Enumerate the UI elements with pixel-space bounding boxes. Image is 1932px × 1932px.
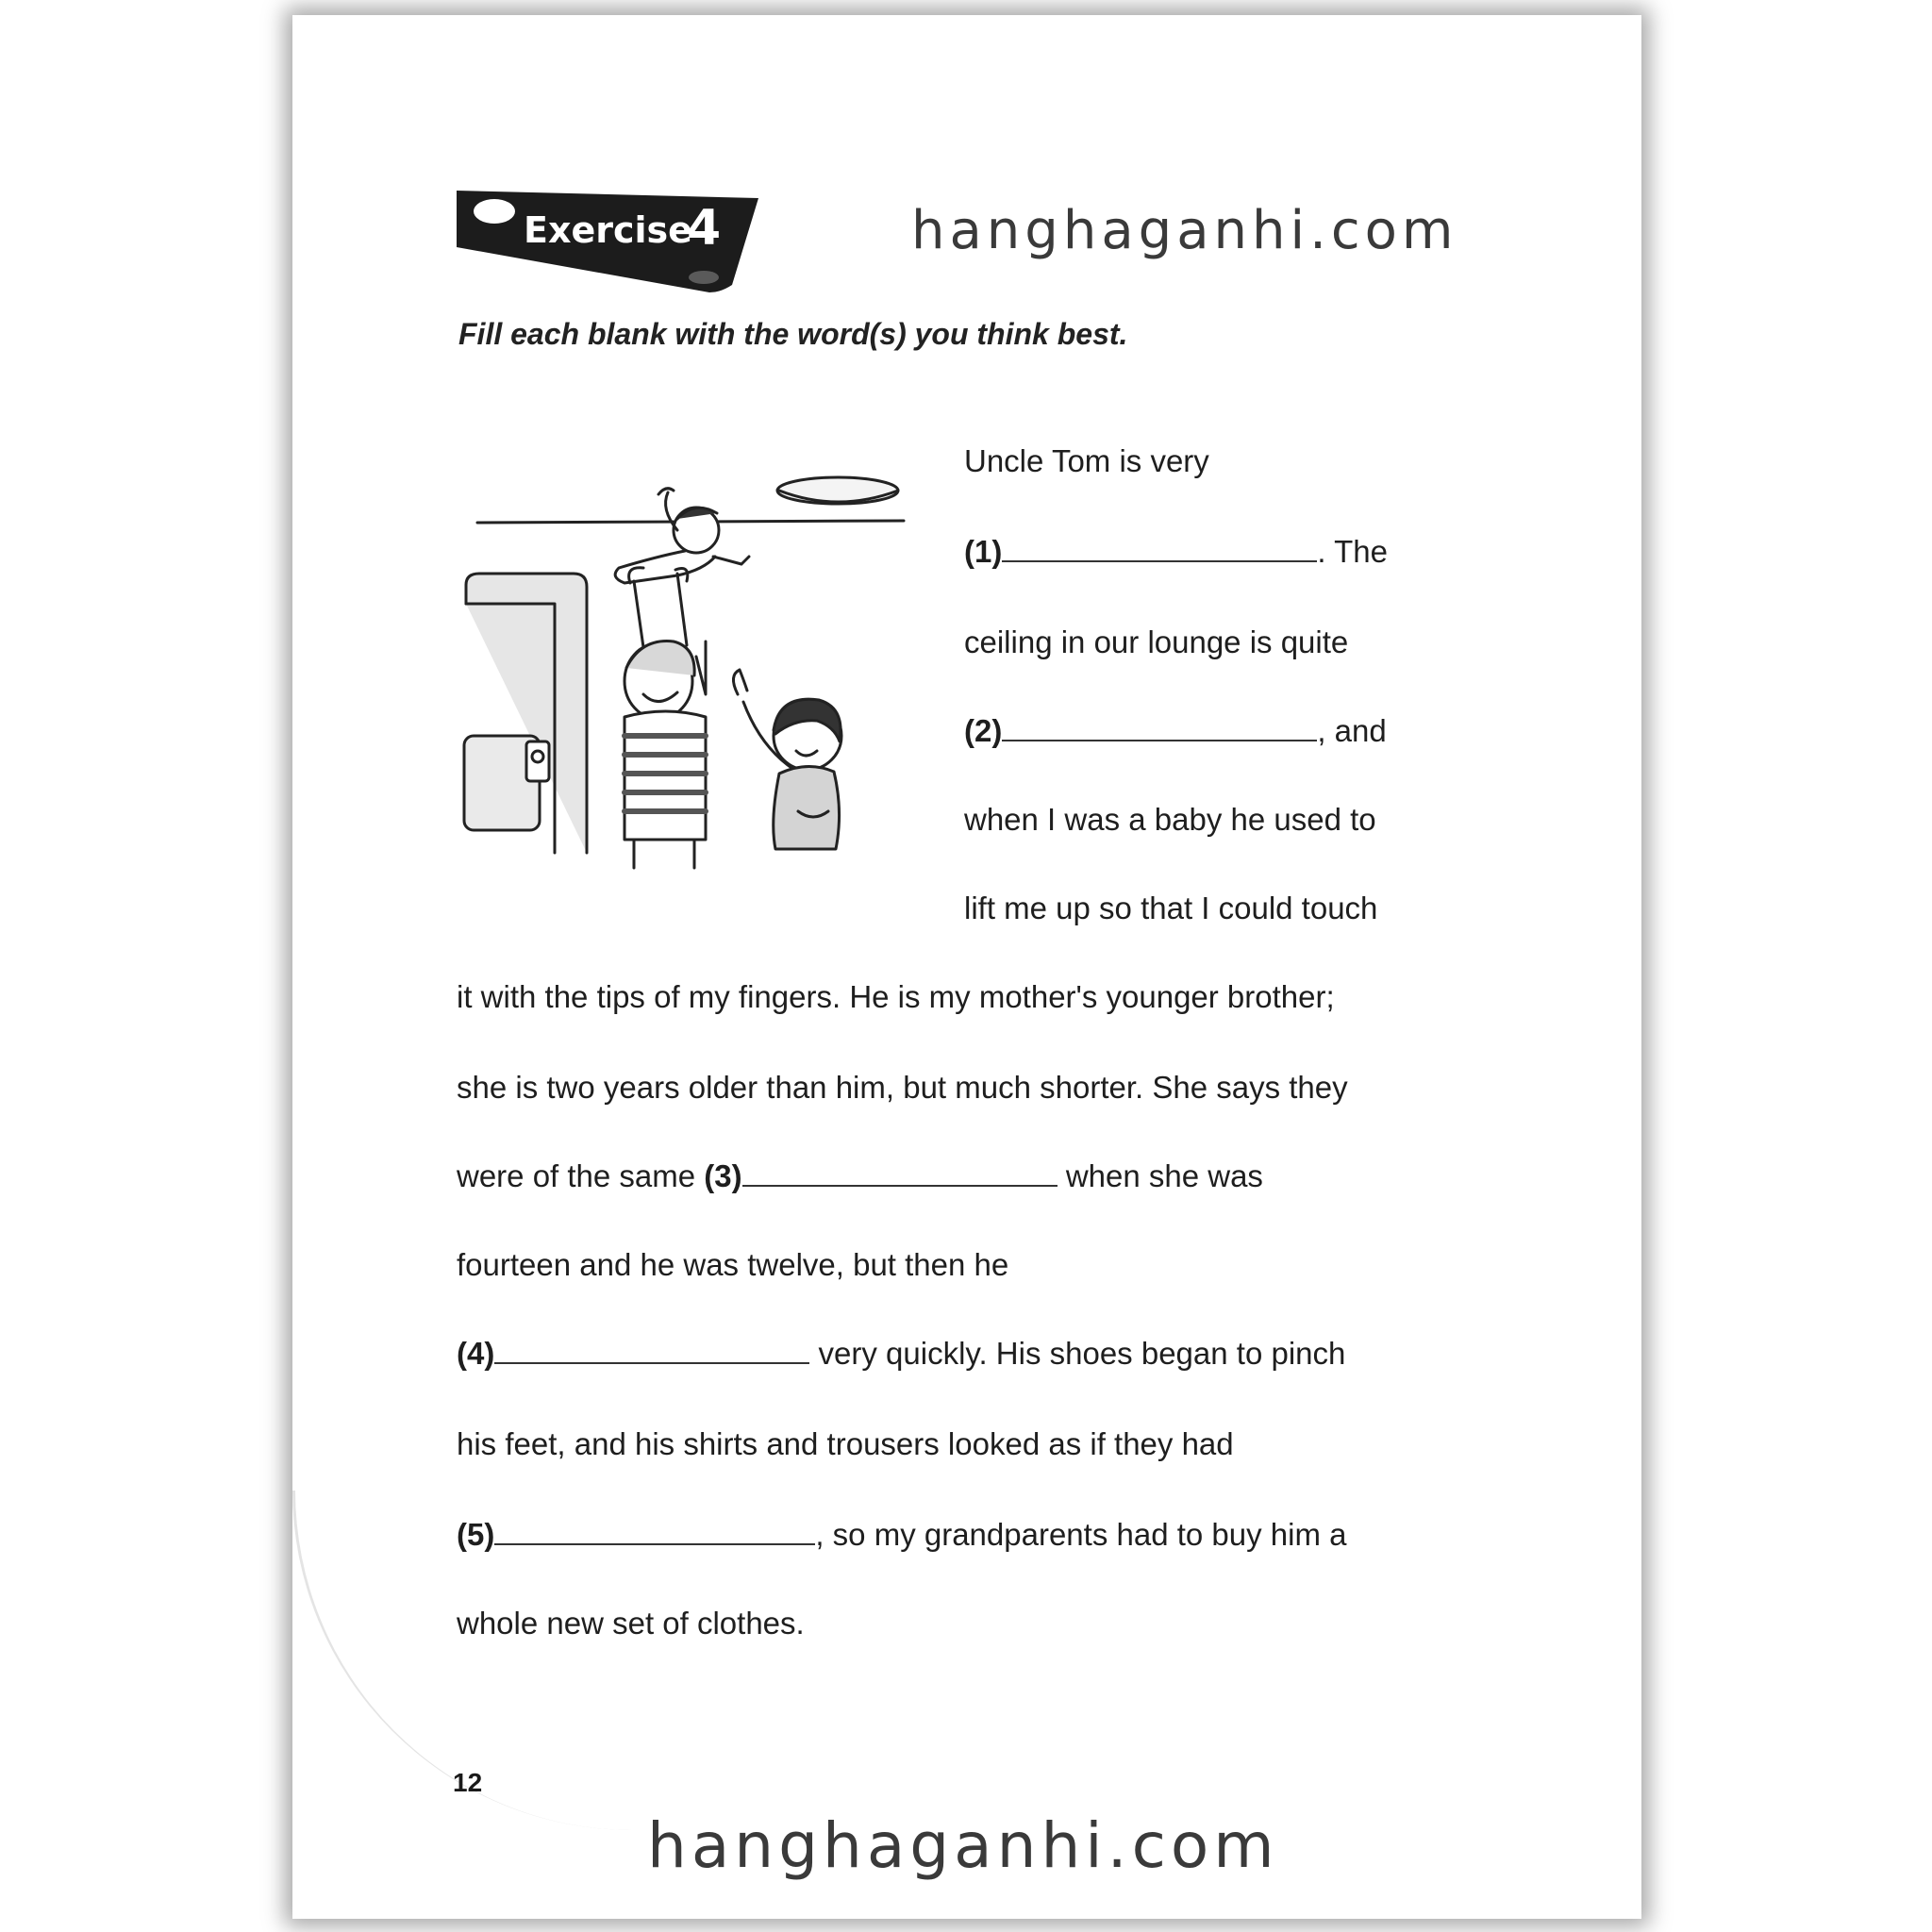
passage-line-8: she is two years older than him, but much shorter. She says they — [457, 1070, 1348, 1105]
watermark-top: hanghaganhi.com — [911, 200, 1458, 261]
exercise-number: 4 — [687, 200, 722, 257]
blank-3-number: (3) — [704, 1158, 742, 1193]
passage-line-13 — [457, 1517, 1347, 1553]
passage-line-4 — [964, 713, 1387, 749]
passage-line-3: ceiling in our lounge is quite — [964, 625, 1349, 659]
passage-line-13-tail: , so my grandparents had to buy him a — [815, 1517, 1347, 1552]
blank-1-number: (1) — [964, 534, 1003, 569]
answer-blank-4[interactable] — [494, 1340, 809, 1364]
passage-line-10: fourteen and he was twelve, but then he — [457, 1247, 1009, 1282]
passage-line-5: when I was a baby he used to — [964, 802, 1376, 837]
passage-line-1: Uncle Tom is very — [964, 443, 1209, 478]
blank-5-number: (5) — [457, 1517, 495, 1552]
passage-line-2 — [964, 534, 1388, 570]
passage-line-6: lift me up so that I could touch — [964, 891, 1378, 925]
page-number: 12 — [453, 1768, 483, 1797]
answer-blank-5[interactable] — [494, 1521, 815, 1545]
passage-line-4-tail: , and — [1317, 713, 1387, 748]
blank-2-number: (2) — [964, 713, 1003, 748]
blank-4-number: (4) — [457, 1336, 495, 1371]
passage-line-9 — [457, 1158, 1263, 1194]
passage-line-12: his feet, and his shirts and trousers looked as if they had — [457, 1426, 1234, 1461]
passage-line-7: it with the tips of my fingers. He is my mother's younger brother; — [457, 979, 1335, 1014]
passage-line-14: whole new set of clothes. — [457, 1606, 805, 1641]
answer-blank-1[interactable] — [1002, 538, 1317, 562]
passage-line-11-tail: very quickly. His shoes began to pinch — [818, 1336, 1346, 1371]
answer-blank-2[interactable] — [1002, 717, 1317, 741]
exercise-label: Exercise — [524, 209, 692, 251]
passage-line-9-head: were of the same — [457, 1158, 696, 1193]
watermark-bottom: hanghaganhi.com — [647, 1809, 1279, 1882]
passage-line-11 — [457, 1336, 1345, 1372]
answer-blank-3[interactable] — [742, 1162, 1058, 1187]
instruction-text: Fill each blank with the word(s) you think best. — [458, 317, 1128, 351]
uncle-lifting-baby-illustration — [458, 453, 911, 877]
passage-line-2-tail: . The — [1317, 534, 1388, 569]
passage-line-9-tail: when she was — [1065, 1158, 1263, 1193]
